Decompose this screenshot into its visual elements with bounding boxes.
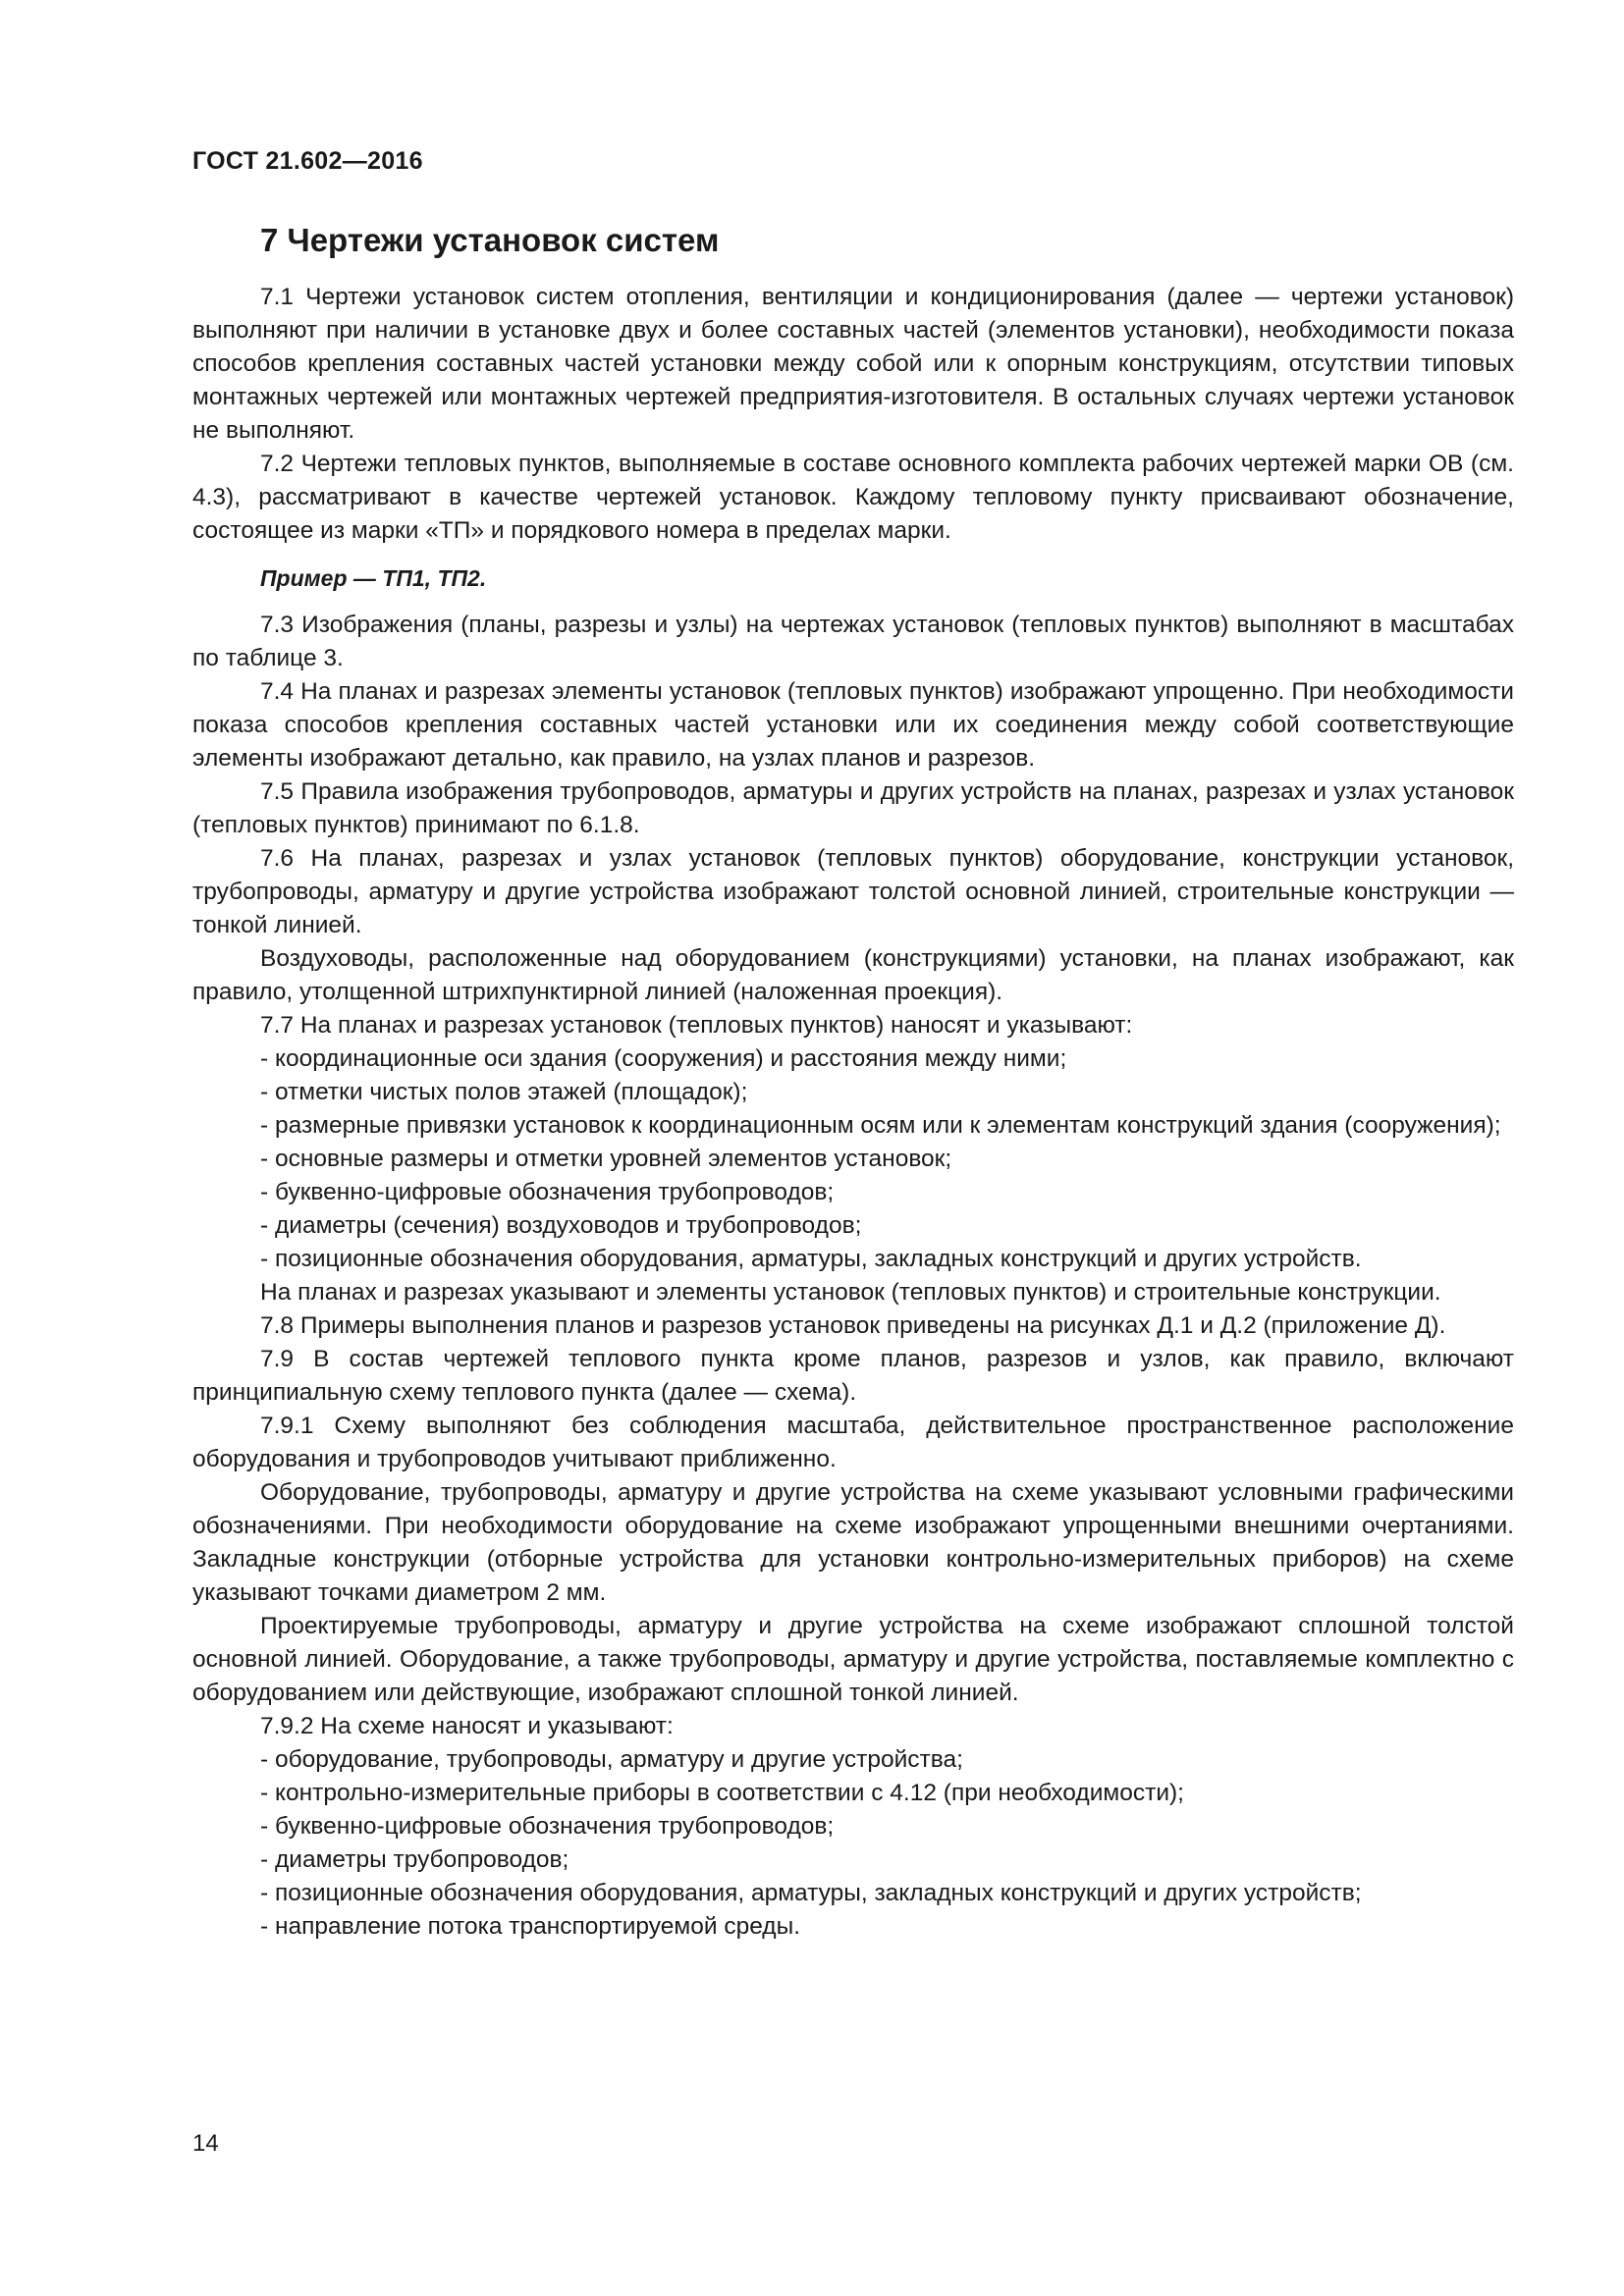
list-item: - диаметры (сечения) воздуховодов и трубопроводов; bbox=[260, 1212, 862, 1239]
body-text bbox=[192, 281, 1514, 1944]
paragraph-7-9-1: 7.9.1 Схему выполняют без соблюдения масштаба, действительное пространственное расположение оборудования и трубопроводов учитывают приближенно. bbox=[192, 1413, 1514, 1472]
section-title: 7 Чертежи установок систем bbox=[260, 222, 720, 258]
paragraph-7-1: 7.1 Чертежи установок систем отопления, вентиляции и кондиционирования (далее — чертежи установок) выполняют при наличии в установке двух и более составных частей (элементов установки), необходимости показа способов крепления составных частей установки между собой или к опорным конструкциям, отсутствии типовых монтажных чертежей или монтажных чертежей предприятия-изготовителя. В остальных случаях чертежи установок не выполняют. bbox=[192, 284, 1514, 444]
paragraph-7-2: 7.2 Чертежи тепловых пунктов, выполняемые в составе основного комплекта рабочих чертежей марки ОВ (см. 4.3), рассматривают в качестве чертежей установок. Каждому тепловому пункту присваивают обозначение, состоящее из марки «ТП» и порядкового номера в пределах марки. bbox=[192, 451, 1514, 544]
paragraph-7-9-2: 7.9.2 На схеме наносят и указывают: bbox=[260, 1713, 674, 1739]
paragraph-symbols: Оборудование, трубопроводы, арматуру и другие устройства на схеме указывают условными графическими обозначениями. При необходимости оборудование на схеме изображают упрощенными внешними очертаниями. Закладные конструкции (отборные устройства для установки контрольно-измерительных приборов) на схеме указывают точками диаметром 2 мм. bbox=[192, 1479, 1514, 1606]
paragraph-7-7: 7.7 На планах и разрезах установок (тепловых пунктов) наносят и указывают: bbox=[260, 1012, 1133, 1039]
paragraph-7-8: 7.8 Примеры выполнения планов и разрезов установок приведены на рисунках Д.1 и Д.2 (приложение Д). bbox=[260, 1312, 1446, 1339]
paragraph-7-6: 7.6 На планах, разрезах и узлах установок (тепловых пунктов) оборудование, конструкции установок, трубопроводы, арматуру и другие устройства изображают толстой основной линией, строительные конструкции — тонкой линией. bbox=[192, 845, 1514, 938]
paragraph-7-3: 7.3 Изображения (планы, разрезы и узлы) на чертежах установок (тепловых пунктов) выполняют в масштабах по таблице 3. bbox=[192, 612, 1514, 671]
paragraph-ducts: Воздуховоды, расположенные над оборудованием (конструкциями) установки, на планах изображают, как правило, утолщенной штрихпунктирной линией (наложенная проекция). bbox=[192, 945, 1514, 1005]
list-item: - контрольно-измерительные приборы в соответствии с 4.12 (при необходимости); bbox=[260, 1780, 1184, 1806]
list-item: - диаметры трубопроводов; bbox=[260, 1846, 569, 1873]
list-item: - позиционные обозначения оборудования, арматуры, закладных конструкций и других устройств; bbox=[260, 1880, 1362, 1906]
paragraph-lines: Проектируемые трубопроводы, арматуру и другие устройства на схеме изображают сплошной толстой основной линией. Оборудование, а также трубопроводы, арматуру и другие устройства, поставляемые комплектно с оборудованием или действующие, изображают сплошной тонкой линией. bbox=[192, 1613, 1514, 1706]
paragraph-building-elements: На планах и разрезах указывают и элементы установок (тепловых пунктов) и строительные конструкции. bbox=[260, 1279, 1441, 1306]
list-item: - основные размеры и отметки уровней элементов установок; bbox=[260, 1146, 952, 1172]
list-item: - оборудование, трубопроводы, арматуру и другие устройства; bbox=[260, 1746, 963, 1773]
paragraph-7-9: 7.9 В состав чертежей теплового пункта кроме планов, разрезов и узлов, как правило, включают принципиальную схему теплового пункта (далее — схема). bbox=[192, 1346, 1514, 1406]
list-item: - отметки чистых полов этажей (площадок); bbox=[260, 1079, 748, 1105]
list-item: - буквенно-цифровые обозначения трубопроводов; bbox=[260, 1813, 835, 1840]
paragraph-7-4: 7.4 На планах и разрезах элементы установок (тепловых пунктов) изображают упрощенно. При необходимости показа способов крепления составных частей установки или их соединения между собой соответствующие элементы изображают детально, как правило, на узлах планов и разрезов. bbox=[192, 678, 1514, 772]
list-item: - координационные оси здания (сооружения) и расстояния между ними; bbox=[260, 1045, 1067, 1072]
list-item: - направление потока транспортируемой среды. bbox=[260, 1913, 801, 1940]
standard-header: ГОСТ 21.602—2016 bbox=[192, 147, 423, 175]
list-item: - позиционные обозначения оборудования, арматуры, закладных конструкций и других устройств. bbox=[260, 1246, 1362, 1272]
list-item: - размерные привязки установок к координационным осям или к элементам конструкций здания (сооружения); bbox=[260, 1112, 1501, 1139]
page-number: 14 bbox=[192, 2130, 219, 2157]
example-note: Пример — ТП1, ТП2. bbox=[260, 565, 487, 591]
paragraph-7-5: 7.5 Правила изображения трубопроводов, арматуры и других устройств на планах, разрезах и узлах установок (тепловых пунктов) принимают по 6.1.8. bbox=[192, 778, 1514, 838]
list-item: - буквенно-цифровые обозначения трубопроводов; bbox=[260, 1179, 835, 1205]
